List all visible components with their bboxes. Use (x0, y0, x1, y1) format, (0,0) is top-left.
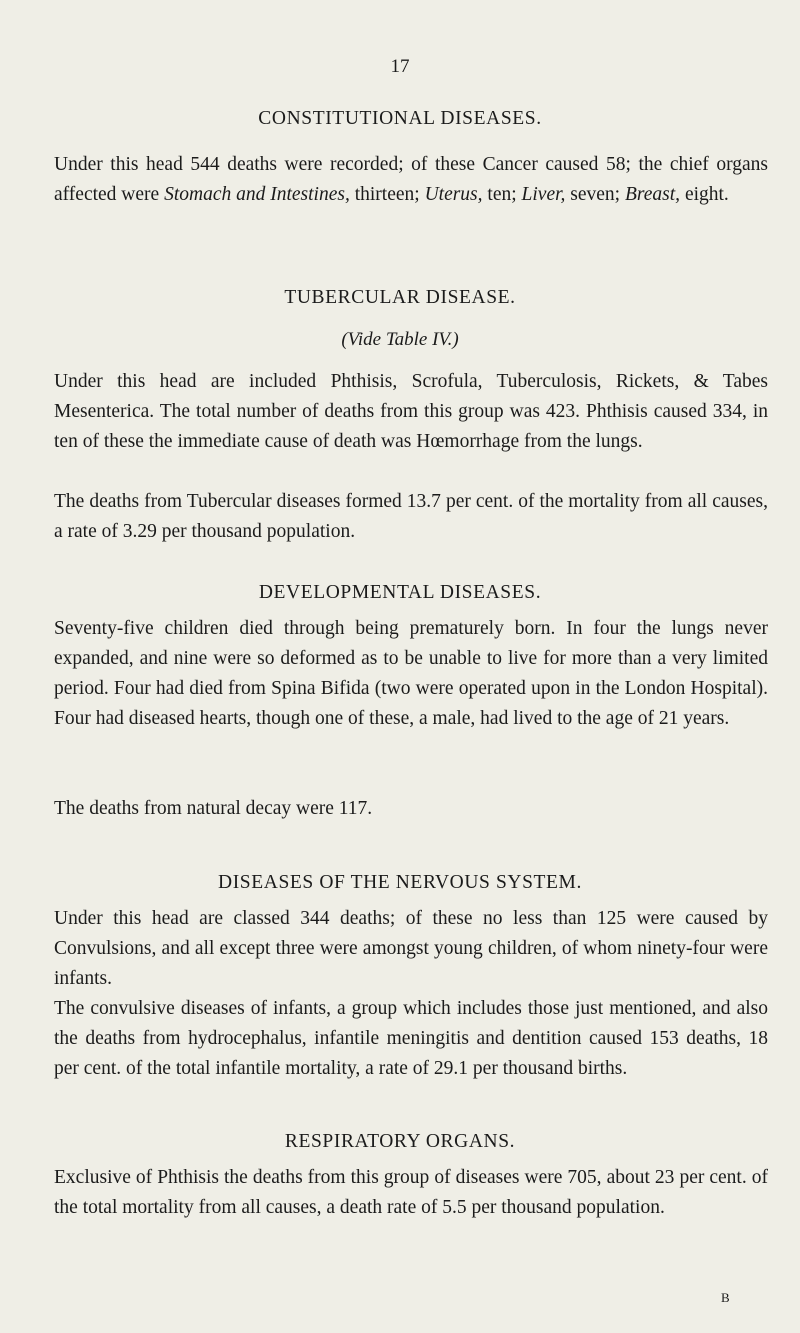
paragraph-developmental-1: Seventy-five children died through being prematurely born. In four the lungs never expanded, and nine were so deformed as to be unable to live for more than a very limited period. Four had died from Spina Bifida (two were operated upon in the London Hospital). Four had diseased hearts, though one of these, a male, had lived to the age of 21 years. (54, 618, 768, 729)
heading-constitutional-diseases: CONSTITUTIONAL DISEASES. (258, 108, 542, 129)
heading-tubercular-disease: TUBERCULAR DISEASE. (284, 287, 516, 308)
paragraph-tubercular-2: The deaths from Tubercular diseases formed 13.7 per cent. of the mortality from all causes, a rate of 3.29 per thousand population. (54, 491, 768, 542)
paragraph-nervous-2: The convulsive diseases of infants, a group which includes those just mentioned, and also the deaths from hydrocephalus, infantile meningitis and dentition caused 153 deaths, 18 per cent. of the total infantile mortality, a rate of 29.1 per thousand births. (54, 998, 768, 1079)
paragraph-constitutional: Under this head 544 deaths were recorded; of these Cancer caused 58; the chief organs affected were Stomach and Intestines, thirteen; Uterus, ten; Liver, seven; Breast, eight. (54, 154, 768, 205)
heading-developmental-diseases: DEVELOPMENTAL DISEASES. (258, 582, 542, 603)
paragraph-developmental-2: The deaths from natural decay were 117. (54, 798, 373, 819)
subheading-vide-table: (Vide Table IV.) (341, 329, 459, 350)
paragraph-tubercular-1: Under this head are included Phthisis, Scrofula, Tuberculosis, Rickets, & Tabes Mesenterica. The total number of deaths from this group was 423. Phthisis caused 334, in ten of these the immediate cause of death was Hœmorrhage from the lungs. (54, 371, 768, 452)
signature-mark: B (721, 1290, 730, 1305)
page-number: 17 (390, 56, 410, 77)
heading-respiratory-organs: RESPIRATORY ORGANS. (284, 1131, 516, 1152)
paragraph-respiratory: Exclusive of Phthisis the deaths from this group of diseases were 705, about 23 per cent. of the total mortality from all causes, a death rate of 5.5 per thousand population. (54, 1167, 768, 1218)
heading-nervous-system: DISEASES OF THE NERVOUS SYSTEM. (218, 872, 582, 893)
paragraph-nervous-1: Under this head are classed 344 deaths; of these no less than 125 were caused by Convulsions, and all except three were amongst young children, of whom ninety-four were infants. (54, 908, 768, 989)
